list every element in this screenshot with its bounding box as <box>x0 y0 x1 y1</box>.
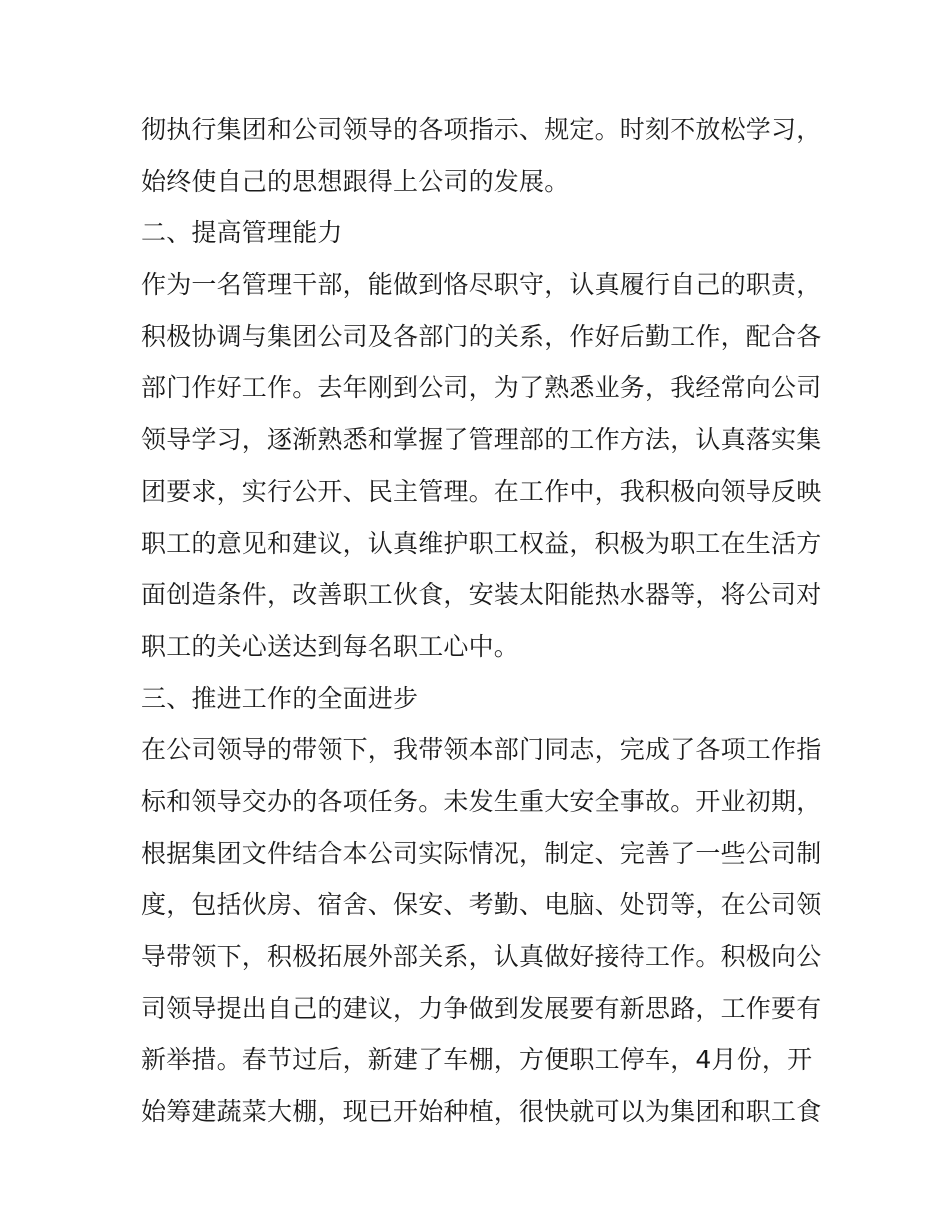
text-line: 职工的意见和建议，认真维护职工权益，积极为职工在生活方 <box>141 528 822 558</box>
text-line: 面创造条件，改善职工伙食，安装太阳能热水器等，将公司对 <box>141 580 822 610</box>
text-line: 根据集团文件结合本公司实际情况，制定、完善了一些公司制 <box>141 838 822 868</box>
section-heading: 三、推进工作的全面进步 <box>141 683 419 713</box>
text-line: 始筹建蔬菜大棚，现已开始种植，很快就可以为集团和职工食 <box>141 1097 822 1127</box>
text-line: 彻执行集团和公司领导的各项指示、规定。时刻不放松学习， <box>141 115 822 144</box>
text-line: 部门作好工作。去年刚到公司，为了熟悉业务，我经常向公司 <box>141 373 822 403</box>
text-line: 导带领下，积极拓展外部关系，认真做好接待工作。积极向公 <box>141 942 822 971</box>
document-body <box>141 104 821 1138</box>
text-line: 标和领导交办的各项任务。未发生重大安全事故。开业初期， <box>141 786 822 816</box>
text-line: 始终使自己的思想跟得上公司的发展。 <box>141 166 570 196</box>
text-line: 在公司领导的带领下，我带领本部门同志，完成了各项工作指 <box>141 735 822 765</box>
text-line: 作为一名管理干部，能做到恪尽职守，认真履行自己的职责， <box>141 270 822 300</box>
text-line: 职工的关心送达到每名职工心中。 <box>141 631 520 661</box>
section-heading: 二、提高管理能力 <box>141 218 343 248</box>
text-line: 新举措。春节过后，新建了车棚，方便职工停车，4月份，开 <box>141 1045 813 1075</box>
text-line: 度，包括伙房、宿舍、保安、考勤、电脑、处罚等，在公司领 <box>141 890 822 920</box>
text-line: 领导学习，逐渐熟悉和掌握了管理部的工作方法，认真落实集 <box>141 425 822 455</box>
text-line: 团要求，实行公开、民主管理。在工作中，我积极向领导反映 <box>141 476 822 506</box>
text-line: 司领导提出自己的建议，力争做到发展要有新思路，工作要有 <box>141 993 822 1023</box>
text-line: 积极协调与集团公司及各部门的关系，作好后勤工作，配合各 <box>141 321 822 351</box>
